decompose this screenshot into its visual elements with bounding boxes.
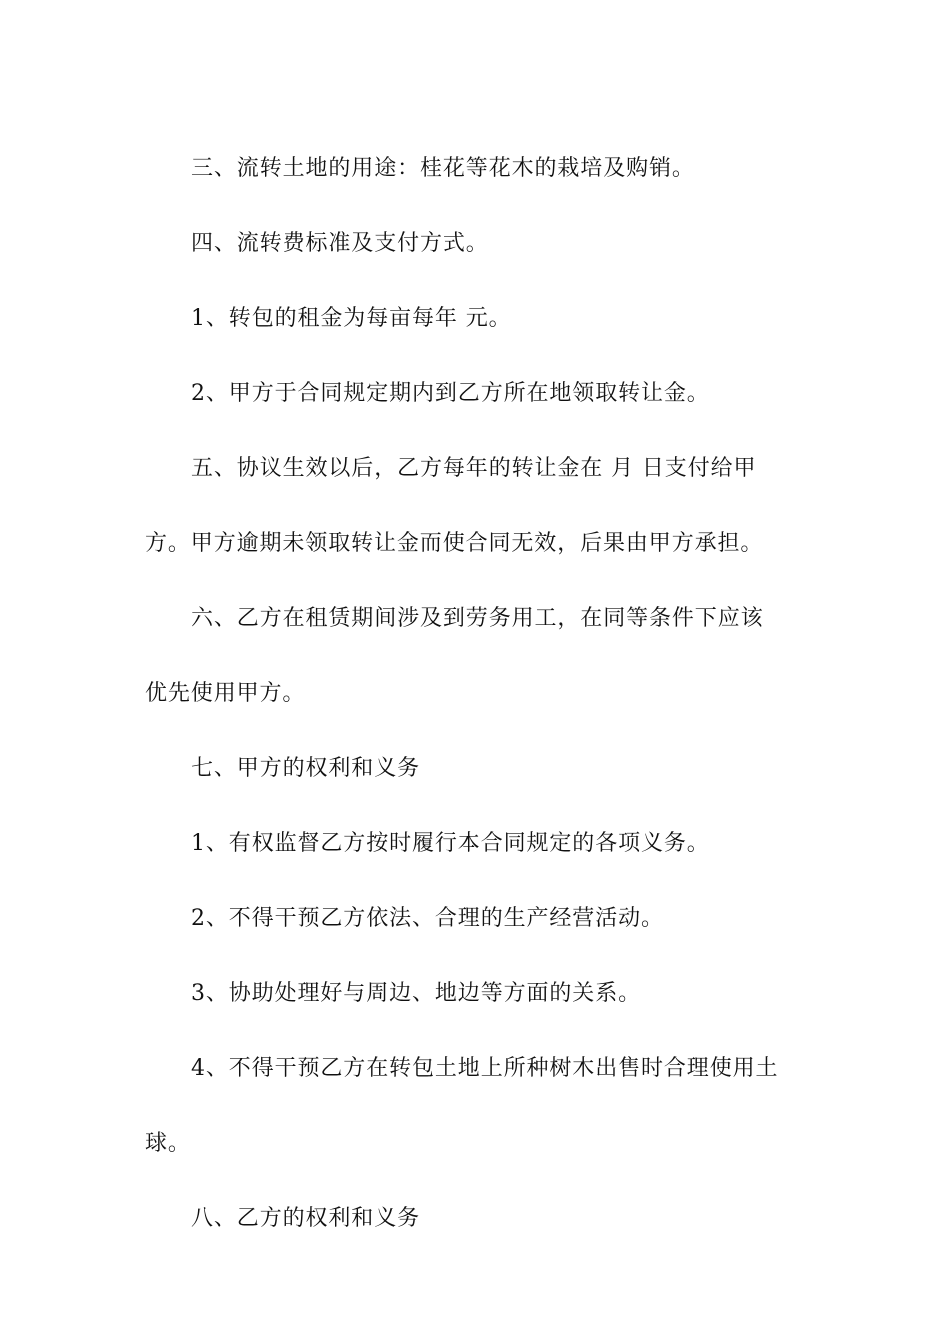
item-rent-amount: 1、转包的租金为每亩每年 元。 bbox=[191, 306, 512, 331]
section-eight-heading: 八、乙方的权利和义务 bbox=[191, 1206, 421, 1231]
section-five-continuation: 方。甲方逾期未领取转让金而使合同无效，后果由甲方承担。 bbox=[145, 531, 764, 556]
party-a-item-4-continuation: 球。 bbox=[145, 1131, 191, 1156]
party-a-item-1: 1、有权监督乙方按时履行本合同规定的各项义务。 bbox=[191, 831, 710, 856]
party-a-item-4: 4、不得干预乙方在转包土地上所种树木出售时合理使用土 bbox=[191, 1056, 779, 1081]
party-a-item-2: 2、不得干预乙方依法、合理的生产经营活动。 bbox=[191, 906, 664, 931]
section-six-labor: 六、乙方在租赁期间涉及到劳务用工，在同等条件下应该 bbox=[191, 606, 764, 631]
section-six-continuation: 优先使用甲方。 bbox=[145, 681, 306, 706]
section-five-payment-date: 五、协议生效以后，乙方每年的转让金在 月 日支付给甲 bbox=[191, 456, 757, 481]
party-a-item-3: 3、协助处理好与周边、地边等方面的关系。 bbox=[191, 981, 641, 1006]
item-collect-transfer-fee: 2、甲方于合同规定期内到乙方所在地领取转让金。 bbox=[191, 381, 710, 406]
section-four-fee-standard: 四、流转费标准及支付方式。 bbox=[191, 231, 489, 256]
section-seven-heading: 七、甲方的权利和义务 bbox=[191, 756, 421, 781]
section-three-land-use: 三、流转土地的用途：桂花等花木的栽培及购销。 bbox=[191, 156, 695, 181]
document-body bbox=[145, 131, 811, 1256]
